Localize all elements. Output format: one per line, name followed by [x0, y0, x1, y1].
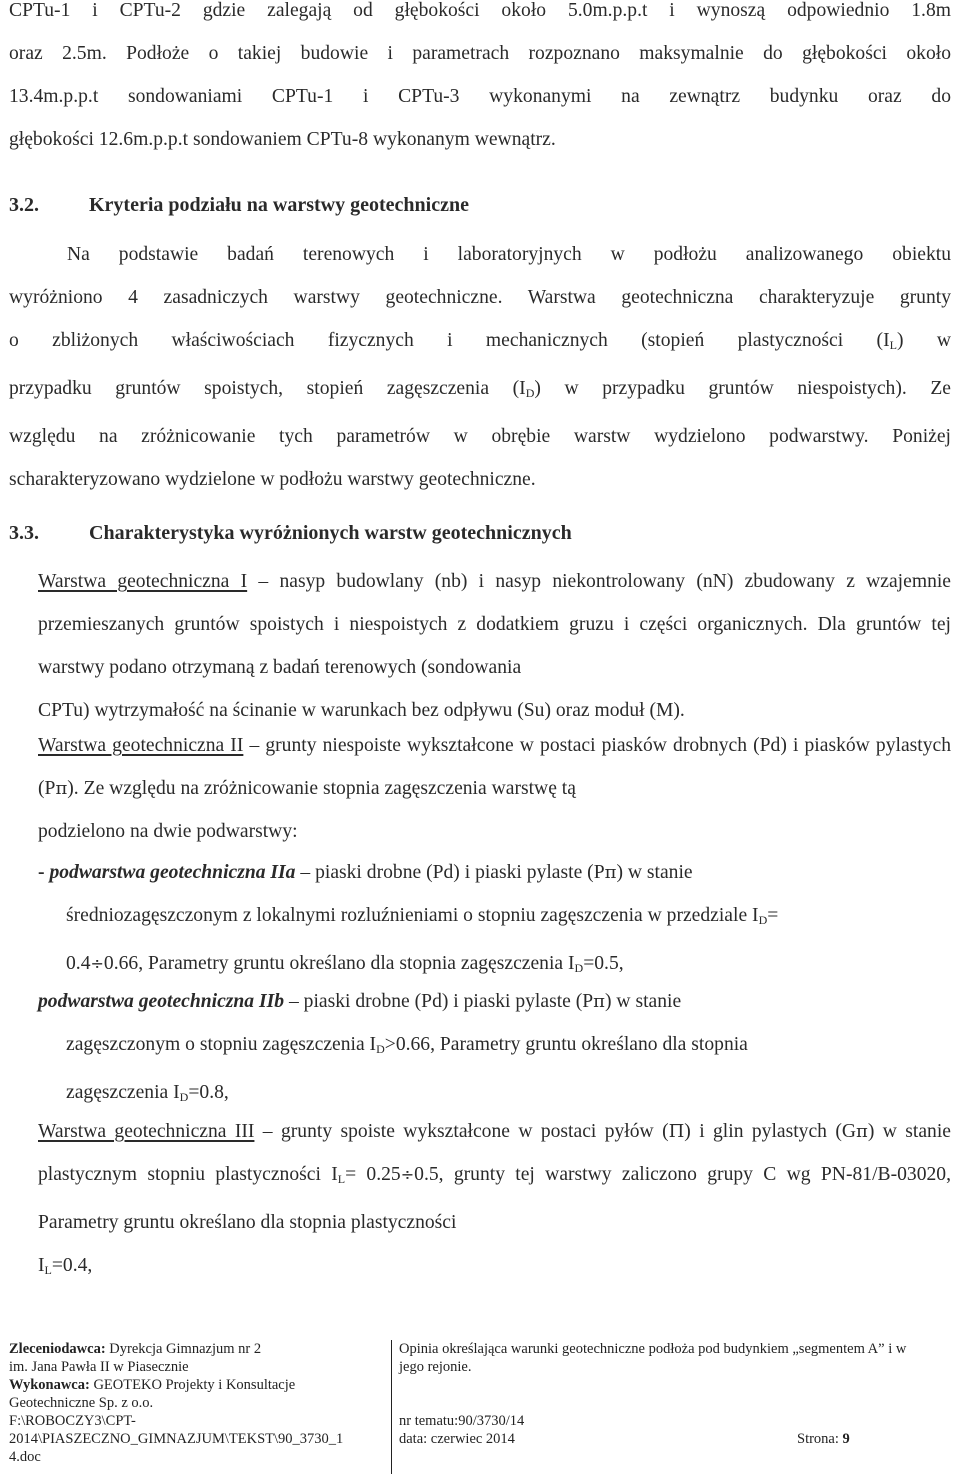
paragraph-line: przypadku gruntów spoistych, stopień zagęszczenia $(I_D)$ w przypadku gruntów niespoistych). Ze	[9, 378, 951, 400]
layer-label: Warstwa geotechniczna I	[38, 571, 248, 592]
file-path: F:\ROBOCZY3\CPT-	[9, 1413, 136, 1429]
section-heading-3-3	[9, 512, 951, 555]
layer-1-description	[38, 560, 951, 732]
intro-line: oraz 2.5m. Podłoże o takiej budowie i parametrach rozpoznano maksymalnie do głębokości około	[9, 43, 951, 64]
layer-line: zagęszczenia $I_D=0.8$,	[66, 1082, 229, 1104]
layer-line: pylastych (Gπ) w stanie plastycznym stopniu plastyczności $I_L= 0.25\div 0.5$, grunty tej warstwy	[38, 1121, 951, 1186]
page-number: Strona: 9	[797, 1431, 850, 1447]
contractor-line: Wykonawca: GEOTEKO Projekty i Konsultacje	[9, 1377, 296, 1393]
layer-3-description	[38, 1110, 951, 1292]
section-title: Kryteria podziału na warstwy geotechniczne	[89, 194, 469, 216]
sublayer-label: podwarstwa geotechniczna IIb	[38, 991, 285, 1012]
layer-line: Warstwa geotechniczna III – grunty spoiste wykształcone w postaci pyłów (Π) i glin	[38, 1121, 744, 1142]
layer-line: 0.4÷0.66, Parametry gruntu określano dla stopnia zagęszczenia $I_D=0.5$,	[66, 953, 624, 975]
date: data: czerwiec 2014	[399, 1431, 515, 1447]
layer-line: CPTu) wytrzymałość na ścinanie w warunkach bez odpływu (Su) oraz moduł (M).	[38, 700, 685, 721]
date-line	[399, 1430, 951, 1448]
section-number: 3.3.	[9, 522, 39, 544]
layer-line: średniozagęszczonym z lokalnymi rozluźnieniami o stopniu zagęszczenia w przedziale $I_D=$	[66, 905, 779, 927]
intro-line: głębokości 12.6m.p.p.t sondowaniem CPTu-8 wykonanym wewnątrz.	[9, 129, 556, 150]
file-path: 2014\PIASZECZNO_GIMNAZJUM\TEKST\90_3730_1	[9, 1431, 344, 1447]
layer-2-description	[38, 724, 951, 853]
sublayer-label: podwarstwa geotechniczna IIa	[49, 862, 296, 883]
layer-line: podzielono na dwie podwarstwy:	[38, 821, 298, 842]
report-title: jego rejonie.	[399, 1359, 472, 1375]
layer-line: Warstwa geotechniczna II – grunty niespoiste wykształcone w postaci piasków drobnych (Pd)	[38, 735, 787, 756]
layer-line: zaliczono grupy C wg PN-81/B-03020, Parametry gruntu określano dla stopnia plastyczności	[38, 1164, 951, 1233]
section-number: 3.2.	[9, 194, 39, 216]
report-title: Opinia określająca warunki geotechniczne podłoża pod budynkiem „segmentem A” i w	[399, 1341, 907, 1357]
layer-line: zagęszczonym o stopniu zagęszczenia $I_D>0.66$, Parametry gruntu określano dla stopnia	[66, 1034, 748, 1056]
contractor-line: Geotechniczne Sp. z o.o.	[9, 1395, 154, 1411]
paragraph-line: względu na zróżnicowanie tych parametrów w obrębie warstw wydzielono podwarstwy. Poniżej	[9, 426, 951, 447]
page-footer	[9, 1340, 951, 1474]
section-heading-3-2	[9, 184, 951, 227]
layer-line: - podwarstwa geotechniczna IIa – piaski drobne (Pd) i piaski pylaste (Pπ) w stanie	[38, 862, 693, 883]
topic-number: nr tematu:90/3730/14	[399, 1413, 525, 1429]
layer-line: $I_L=0.4$,	[38, 1255, 93, 1277]
intro-line: CPTu-1 i CPTu-2 gdzie zalegają od głębokości około 5.0m.p.p.t i wynoszą odpowiednio 1.8m	[9, 0, 951, 21]
layer-label: Warstwa geotechniczna II	[38, 735, 244, 756]
footer-right	[399, 1340, 951, 1448]
file-path: 4.doc	[9, 1449, 41, 1465]
layer-line: z wzajemnie przemieszanych gruntów spoistych i niespoistych z dodatkiem gruzu i części	[38, 571, 952, 635]
sublayer-2b-description	[38, 980, 951, 1119]
footer-left	[9, 1340, 384, 1466]
layer-line: i piasków pylastych (Pπ). Ze względu na zróżnicowanie stopnia zagęszczenia warstwę tą	[38, 735, 951, 799]
client-line: Zleceniodawca: Dyrekcja Gimnazjum nr 2	[9, 1341, 262, 1357]
section-3-2-paragraph	[9, 233, 951, 501]
layer-line: organicznych. Dla gruntów tej warstwy podano otrzymaną z badań terenowych (sondowania	[38, 614, 951, 678]
footer-divider	[391, 1340, 392, 1474]
layer-line: podwarstwa geotechniczna IIb – piaski drobne (Pd) i piaski pylaste (Pπ) w stanie	[38, 991, 682, 1012]
layer-label: Warstwa geotechniczna III	[38, 1121, 255, 1142]
paragraph-line: scharakteryzowano wydzielone w podłożu warstwy geotechniczne.	[9, 469, 536, 490]
section-title: Charakterystyka wyróżnionych warstw geotechnicznych	[89, 522, 572, 544]
paragraph-line: wyróżniono 4 zasadniczych warstwy geotechniczne. Warstwa geotechniczna charakteryzuje grunty	[9, 287, 951, 308]
client-line: im. Jana Pawła II w Piasecznie	[9, 1359, 189, 1375]
intro-line: 13.4m.p.p.t sondowaniami CPTu-1 i CPTu-3 wykonanymi na zewnątrz budynku oraz do	[9, 86, 951, 107]
paragraph-line: o zbliżonych właściwościach fizycznych i mechanicznych (stopień plastyczności $(I_L)$ w	[9, 330, 951, 352]
paragraph-line: Na podstawie badań terenowych i laboratoryjnych w podłożu analizowanego obiektu	[67, 244, 951, 265]
intro-paragraph	[9, 0, 951, 161]
layer-line: Warstwa geotechniczna I – nasyp budowlany (nb) i nasyp niekontrolowany (nN) zbudowany	[38, 571, 835, 592]
sublayer-2a-description	[38, 851, 951, 990]
